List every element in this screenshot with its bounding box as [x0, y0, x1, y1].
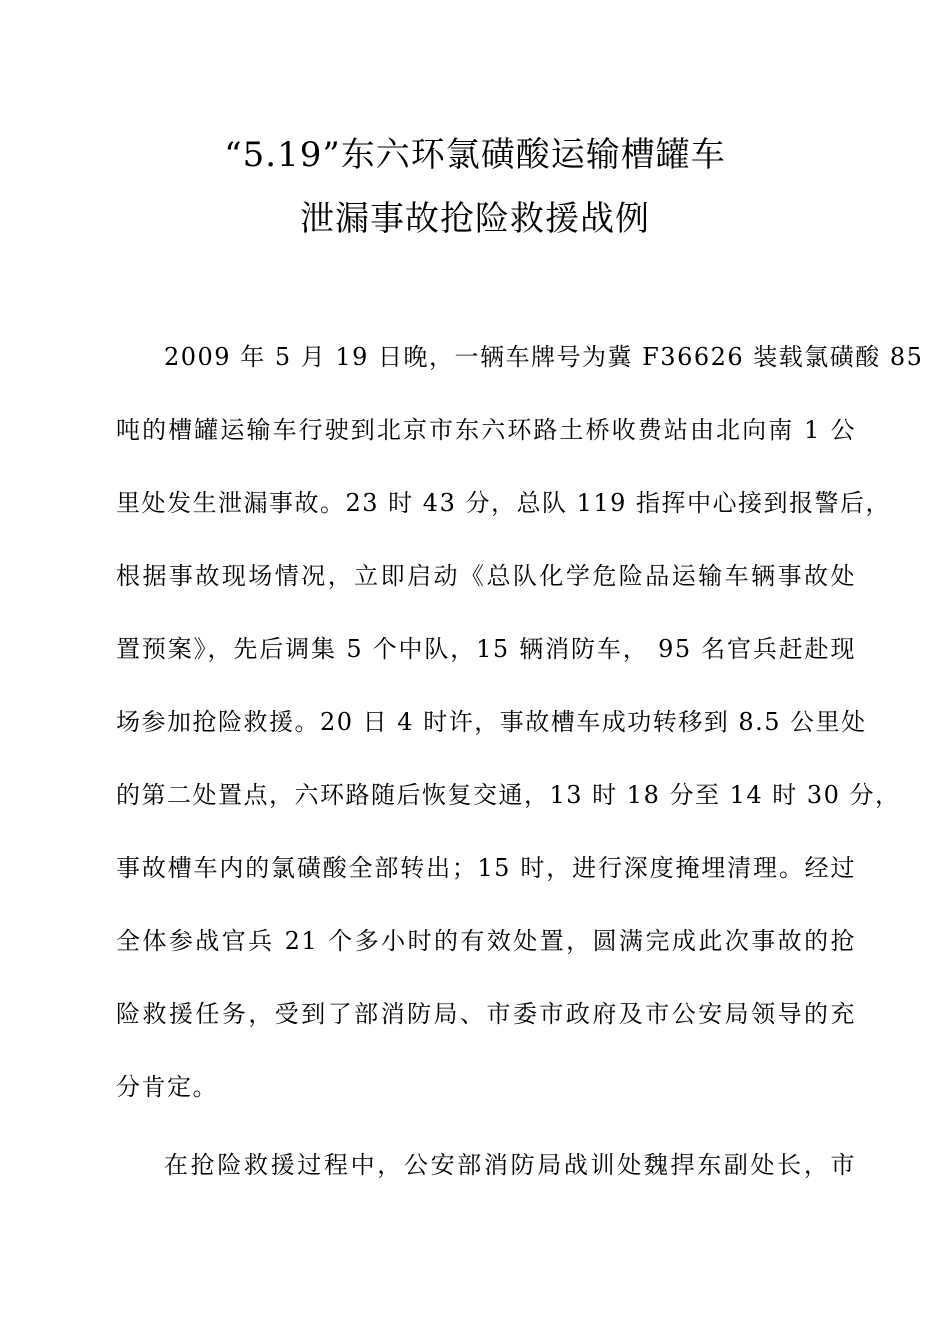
document-title-line-1: “5.19”东六环氯磺酸运输槽罐车 — [224, 135, 726, 175]
paragraph-1-line-11: 分肯定。 — [116, 1073, 218, 1101]
paragraph-1-line-1: 2009 年 5 月 19 日晚，一辆车牌号为冀 F36626 装载氯磺酸 85 — [164, 343, 924, 371]
paragraph-1-line-3: 里处发生泄漏事故。23 时 43 分，总队 119 指挥中心接到报警后， — [116, 489, 892, 517]
paragraph-1-line-10: 险救援任务，受到了部消防局、市委市政府及市公安局领导的充 — [116, 1000, 856, 1028]
paragraph-1-line-8: 事故槽车内的氯磺酸全部转出；15 时，进行深度掩埋清理。经过 — [116, 854, 856, 882]
paragraph-1-line-5: 置预案》，先后调集 5 个中队，15 辆消防车， 95 名官兵赶赴现 — [116, 635, 856, 663]
paragraph-1-line-2: 吨的槽罐运输车行驶到北京市东六环路土桥收费站由北向南 1 公 — [116, 416, 856, 444]
paragraph-2-line-1: 在抢险救援过程中，公安部消防局战训处魏捍东副处长，市 — [164, 1151, 856, 1179]
paragraph-1-line-6: 场参加抢险救援。20 日 4 时许，事故槽车成功转移到 8.5 公里处 — [116, 708, 867, 736]
paragraph-1-line-9: 全体参战官兵 21 个多小时的有效处置，圆满完成此次事故的抢 — [116, 927, 856, 955]
paragraph-1-line-7: 的第二处置点，六环路随后恢复交通，13 时 18 分至 14 时 30 分， — [116, 781, 901, 809]
document-title-line-2: 泄漏事故抢险救援战例 — [300, 199, 650, 239]
paragraph-1-line-4: 根据事故现场情况，立即启动《总队化学危险品运输车辆事故处 — [116, 562, 856, 590]
